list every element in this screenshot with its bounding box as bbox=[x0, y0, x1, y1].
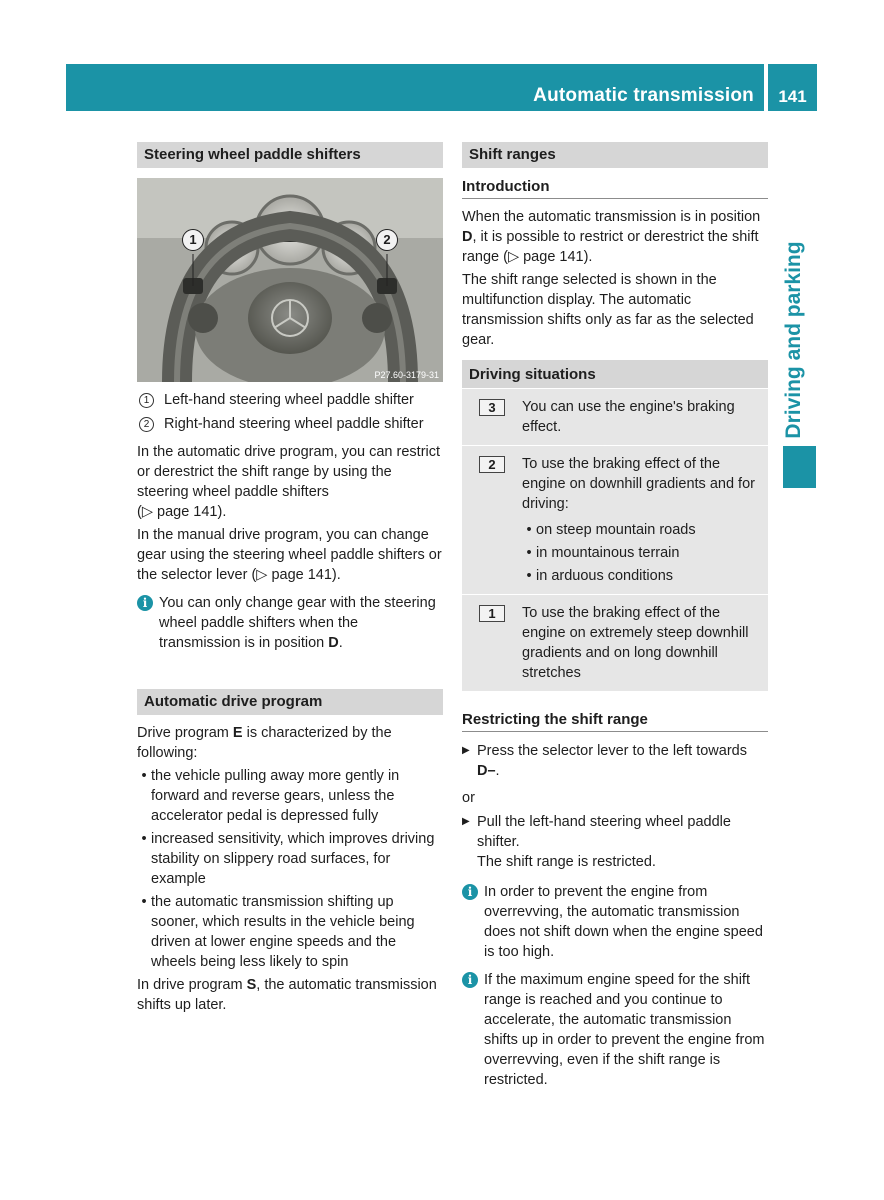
section-heading-shift-ranges: Shift ranges bbox=[462, 142, 768, 168]
table-row bbox=[462, 445, 768, 594]
list-item: • the vehicle pulling away more gently in forward and reverse gears, unless the accelerator pedal is depressed fully bbox=[141, 768, 400, 824]
paragraph-automatic-program bbox=[137, 442, 443, 522]
table-row bbox=[462, 388, 768, 445]
subheading-restricting: Restricting the shift range bbox=[462, 711, 768, 732]
gear-key-2: 2 bbox=[479, 456, 505, 473]
left-column bbox=[137, 142, 443, 1015]
table-cell-text: To use the braking effect of the engine on extremely steep downhill gradients and on long downhill stretches bbox=[522, 605, 749, 681]
step-pull-paddle: ▶ Pull the left-hand steering wheel paddle shifter. The shift range is restricted. bbox=[462, 814, 731, 870]
step-press-selector: ▶ Press the selector lever to the left towards D–. bbox=[462, 743, 747, 779]
legend-item-1 bbox=[137, 390, 443, 410]
right-column bbox=[462, 142, 768, 1090]
legend-text: Left-hand steering wheel paddle shifter bbox=[164, 392, 414, 408]
legend-number: 2 bbox=[139, 417, 154, 432]
step-arrow-icon: ▶ bbox=[462, 816, 470, 827]
callout-1: 1 bbox=[182, 229, 204, 251]
paragraph-drive-program-e: Drive program E is characterized by the following: bbox=[137, 725, 392, 761]
steering-wheel-photo bbox=[137, 178, 443, 382]
info-note-max-speed bbox=[462, 970, 768, 1090]
list-item: • the automatic transmission shifting up sooner, which results in the vehicle being driven at lower engine speeds and the wheels being less likely to spin bbox=[141, 894, 415, 970]
gear-key-3: 3 bbox=[479, 399, 505, 416]
paragraph-manual-program: In the manual drive program, you can change gear using the steering wheel paddle shifters or the selector lever (▷ page 141). bbox=[137, 527, 442, 583]
info-note-overrevving bbox=[462, 882, 768, 962]
page-reference: (▷ page 141). bbox=[137, 504, 227, 520]
page-number: 141 bbox=[778, 87, 807, 106]
page-title: Automatic transmission bbox=[533, 85, 754, 106]
table-cell-text: To use the braking effect of the engine on downhill gradients and for driving: bbox=[522, 456, 755, 512]
legend-item-2 bbox=[137, 414, 443, 434]
info-note-paddle bbox=[137, 593, 443, 653]
info-text: If the maximum engine speed for the shift range is reached and you continue to accelerate, the automatic transmission shifts up in order to prevent the engine from overrevving, even if the shift range is restricted. bbox=[484, 972, 765, 1088]
header-bar bbox=[66, 64, 764, 111]
info-icon: i bbox=[137, 595, 153, 611]
paragraph-introduction: When the automatic transmission is in position D, it is possible to restrict or derestrict the shift range (▷ page 141). bbox=[462, 209, 761, 265]
info-text: In order to prevent the engine from overrevving, the automatic transmission does not shift down when the engine speed is too high. bbox=[484, 884, 763, 960]
list-item: • increased sensitivity, which improves driving stability on slippery road surfaces, for example bbox=[141, 831, 435, 887]
list-item: • in mountainous terrain bbox=[526, 545, 680, 561]
table-cell-text: You can use the engine's braking effect. bbox=[522, 399, 735, 435]
section-heading-paddle-shifters: Steering wheel paddle shifters bbox=[137, 142, 443, 168]
image-code: P27.60-3179-31 bbox=[374, 370, 439, 380]
paragraph-multifunction-display: The shift range selected is shown in the multifunction display. The automatic transmission shifts only as far as the selected gear. bbox=[462, 272, 754, 348]
driving-situations-table bbox=[462, 360, 768, 691]
info-icon: i bbox=[462, 884, 478, 900]
or-text: or bbox=[462, 790, 475, 806]
info-icon: i bbox=[462, 972, 478, 988]
table-header: Driving situations bbox=[462, 360, 768, 388]
steering-wheel-illustration bbox=[137, 178, 443, 382]
paragraph-drive-program-s: In drive program S, the automatic transmission shifts up later. bbox=[137, 977, 437, 1013]
list-item: • in arduous conditions bbox=[526, 568, 674, 584]
callout-2: 2 bbox=[376, 229, 398, 251]
gear-key-1: 1 bbox=[479, 605, 505, 622]
step-arrow-icon: ▶ bbox=[462, 745, 470, 756]
chapter-tab-marker bbox=[783, 446, 816, 488]
subheading-introduction: Introduction bbox=[462, 178, 768, 199]
info-text: You can only change gear with the steering wheel paddle shifters when the transmission is in position D. bbox=[159, 595, 436, 651]
paragraph-text: In the automatic drive program, you can restrict or derestrict the shift range by using the steering wheel paddle shifters bbox=[137, 444, 441, 500]
table-row bbox=[462, 594, 768, 691]
section-heading-automatic-drive: Automatic drive program bbox=[137, 689, 443, 715]
legend-text: Right-hand steering wheel paddle shifter bbox=[164, 416, 424, 432]
legend-number: 1 bbox=[139, 393, 154, 408]
list-item: • on steep mountain roads bbox=[526, 522, 696, 538]
page-number-box bbox=[768, 64, 817, 111]
chapter-tab-label: Driving and parking bbox=[782, 241, 805, 439]
